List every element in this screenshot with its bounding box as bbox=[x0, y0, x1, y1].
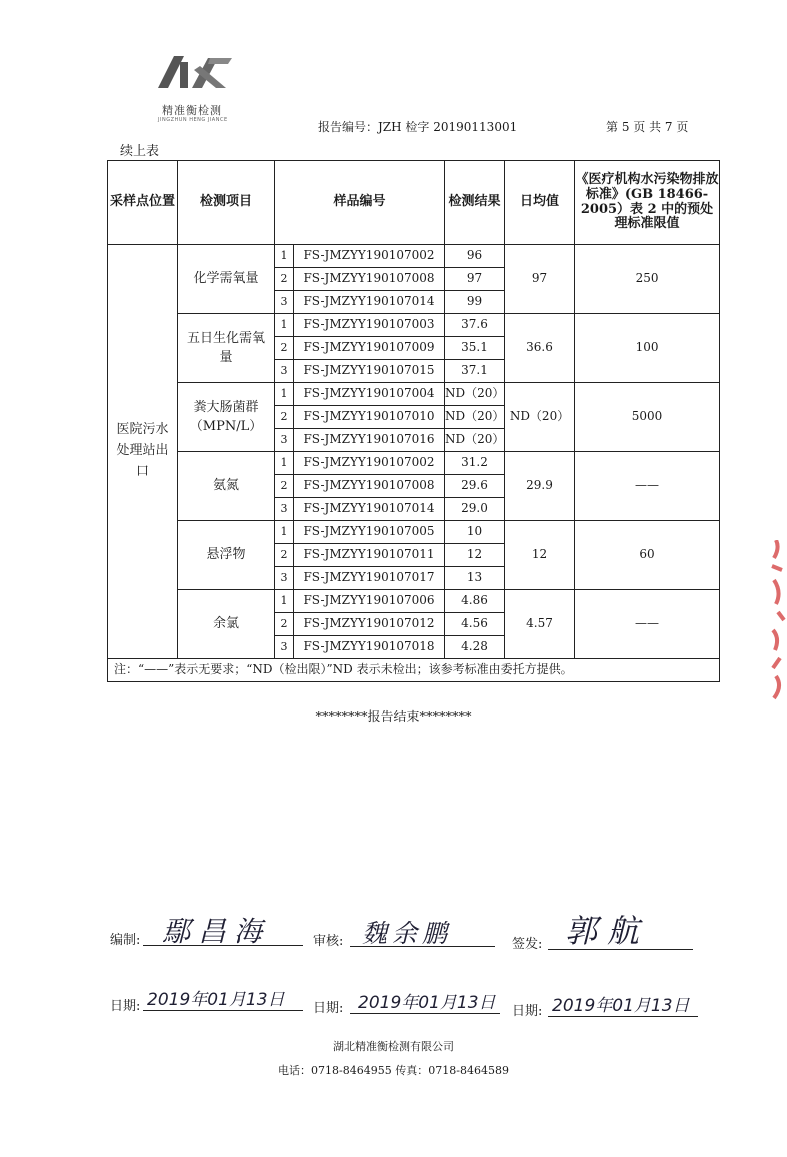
table-row bbox=[108, 245, 720, 268]
standard-limit: 60 bbox=[575, 521, 720, 590]
sample-id: FS-JMZYY190107010 bbox=[294, 406, 445, 429]
sample-index: 2 bbox=[275, 268, 294, 291]
result-value: 97 bbox=[445, 268, 505, 291]
test-item: 氨氮 bbox=[178, 452, 275, 521]
table-row bbox=[108, 521, 720, 544]
sample-index: 1 bbox=[275, 521, 294, 544]
result-value: ND（20） bbox=[445, 429, 505, 452]
test-item: 悬浮物 bbox=[178, 521, 275, 590]
standard-limit: —— bbox=[575, 452, 720, 521]
result-value: 99 bbox=[445, 291, 505, 314]
date-value-2: 2019年01月13日 bbox=[358, 993, 496, 1013]
table-row bbox=[108, 314, 720, 337]
sample-id: FS-JMZYY190107004 bbox=[294, 383, 445, 406]
date-line-1 bbox=[143, 1010, 303, 1011]
note-row bbox=[108, 659, 720, 682]
seal-fragment-icon bbox=[770, 540, 787, 700]
result-value: 37.6 bbox=[445, 314, 505, 337]
sample-index: 2 bbox=[275, 475, 294, 498]
daily-average: 97 bbox=[505, 245, 575, 314]
review-label: 审核: bbox=[313, 934, 344, 949]
report-number: 报告编号：JZH 检字 20190113001 bbox=[318, 120, 518, 134]
result-value: 4.28 bbox=[445, 636, 505, 659]
footer-contact: 电话：0718-8464955 传真：0718-8464589 bbox=[278, 1064, 509, 1077]
sample-id: FS-JMZYY190107002 bbox=[294, 245, 445, 268]
table-body bbox=[108, 245, 720, 659]
sample-id: FS-JMZYY190107005 bbox=[294, 521, 445, 544]
logo-subtext: JINGZHUN HENG JIANCE bbox=[158, 117, 228, 123]
table-row bbox=[108, 452, 720, 475]
issue-label: 签发: bbox=[512, 937, 543, 952]
sample-index: 3 bbox=[275, 636, 294, 659]
date-label-2: 日期: bbox=[313, 1001, 344, 1016]
header-item: 检测项目 bbox=[178, 161, 275, 245]
review-signature: 魏余鹏 bbox=[362, 919, 453, 948]
header-result: 检测结果 bbox=[445, 161, 505, 245]
sample-index: 3 bbox=[275, 360, 294, 383]
header-sample: 样品编号 bbox=[275, 161, 445, 245]
daily-average: 4.57 bbox=[505, 590, 575, 659]
sample-index: 1 bbox=[275, 245, 294, 268]
company-logo bbox=[150, 48, 240, 128]
daily-average: 29.9 bbox=[505, 452, 575, 521]
result-value: 29.0 bbox=[445, 498, 505, 521]
result-value: ND（20） bbox=[445, 383, 505, 406]
daily-average: 36.6 bbox=[505, 314, 575, 383]
sample-id: FS-JMZYY190107003 bbox=[294, 314, 445, 337]
sample-id: FS-JMZYY190107006 bbox=[294, 590, 445, 613]
seal-stamp-edge bbox=[770, 540, 787, 700]
test-item: 余氯 bbox=[178, 590, 275, 659]
standard-limit: 5000 bbox=[575, 383, 720, 452]
sample-index: 1 bbox=[275, 452, 294, 475]
result-value: 4.86 bbox=[445, 590, 505, 613]
result-value: 31.2 bbox=[445, 452, 505, 475]
sample-id: FS-JMZYY190107008 bbox=[294, 475, 445, 498]
sample-id: FS-JMZYY190107002 bbox=[294, 452, 445, 475]
sample-index: 1 bbox=[275, 383, 294, 406]
standard-limit: —— bbox=[575, 590, 720, 659]
sample-index: 2 bbox=[275, 613, 294, 636]
table-row bbox=[108, 590, 720, 613]
daily-average: ND（20） bbox=[505, 383, 575, 452]
sample-index: 1 bbox=[275, 590, 294, 613]
sampling-location: 医院污水处理站出口 bbox=[108, 245, 178, 659]
sample-id: FS-JMZYY190107012 bbox=[294, 613, 445, 636]
date-value-1: 2019年01月13日 bbox=[147, 990, 285, 1010]
daily-average: 12 bbox=[505, 521, 575, 590]
result-value: 37.1 bbox=[445, 360, 505, 383]
sample-index: 3 bbox=[275, 291, 294, 314]
sample-id: FS-JMZYY190107011 bbox=[294, 544, 445, 567]
sample-index: 2 bbox=[275, 406, 294, 429]
date-line-2 bbox=[350, 1013, 500, 1014]
sample-id: FS-JMZYY190107009 bbox=[294, 337, 445, 360]
sample-index: 2 bbox=[275, 337, 294, 360]
logo-mark-icon bbox=[150, 48, 240, 104]
page-indicator: 第 5 页 共 7 页 bbox=[606, 120, 689, 134]
sample-id: FS-JMZYY190107015 bbox=[294, 360, 445, 383]
sample-index: 3 bbox=[275, 429, 294, 452]
edit-label: 编制: bbox=[110, 933, 141, 948]
table-row bbox=[108, 383, 720, 406]
result-value: 4.56 bbox=[445, 613, 505, 636]
result-value: 35.1 bbox=[445, 337, 505, 360]
header-standard: 《医疗机构水污染物排放标准》(GB 18466-2005）表 2 中的预处理标准限值 bbox=[575, 161, 720, 245]
sample-id: FS-JMZYY190107014 bbox=[294, 291, 445, 314]
test-item: 五日生化需氧量 bbox=[178, 314, 275, 383]
result-value: 12 bbox=[445, 544, 505, 567]
date-label-1: 日期: bbox=[110, 999, 141, 1014]
continued-label: 续上表 bbox=[120, 144, 160, 159]
sample-id: FS-JMZYY190107018 bbox=[294, 636, 445, 659]
header-location: 采样点位置 bbox=[108, 161, 178, 245]
sample-id: FS-JMZYY190107014 bbox=[294, 498, 445, 521]
sample-index: 1 bbox=[275, 314, 294, 337]
report-end-mark: ********报告结束******** bbox=[315, 710, 472, 725]
date-value-3: 2019年01月13日 bbox=[552, 996, 690, 1016]
result-value: 96 bbox=[445, 245, 505, 268]
date-line-3 bbox=[548, 1016, 698, 1017]
sample-index: 3 bbox=[275, 567, 294, 590]
result-value: ND（20） bbox=[445, 406, 505, 429]
standard-limit: 250 bbox=[575, 245, 720, 314]
sample-index: 3 bbox=[275, 498, 294, 521]
result-value: 10 bbox=[445, 521, 505, 544]
result-value: 13 bbox=[445, 567, 505, 590]
results-table bbox=[107, 160, 720, 682]
sample-id: FS-JMZYY190107017 bbox=[294, 567, 445, 590]
logo-text: 精准衡检测 bbox=[162, 104, 222, 117]
issue-signature: 郭航 bbox=[565, 912, 650, 950]
test-item: 粪大肠菌群（MPN/L） bbox=[178, 383, 275, 452]
footer-company: 湖北精准衡检测有限公司 bbox=[333, 1040, 454, 1053]
standard-limit: 100 bbox=[575, 314, 720, 383]
table-header-row bbox=[108, 161, 720, 245]
sample-index: 2 bbox=[275, 544, 294, 567]
result-value: 29.6 bbox=[445, 475, 505, 498]
edit-signature: 鄢昌海 bbox=[162, 915, 271, 948]
test-item: 化学需氧量 bbox=[178, 245, 275, 314]
table-note: 注：“——”表示无要求；“ND（检出限）”ND 表示未检出；该参考标准由委托方提供。 bbox=[108, 659, 720, 682]
sample-id: FS-JMZYY190107008 bbox=[294, 268, 445, 291]
date-label-3: 日期: bbox=[512, 1004, 543, 1019]
sample-id: FS-JMZYY190107016 bbox=[294, 429, 445, 452]
header-avg: 日均值 bbox=[505, 161, 575, 245]
